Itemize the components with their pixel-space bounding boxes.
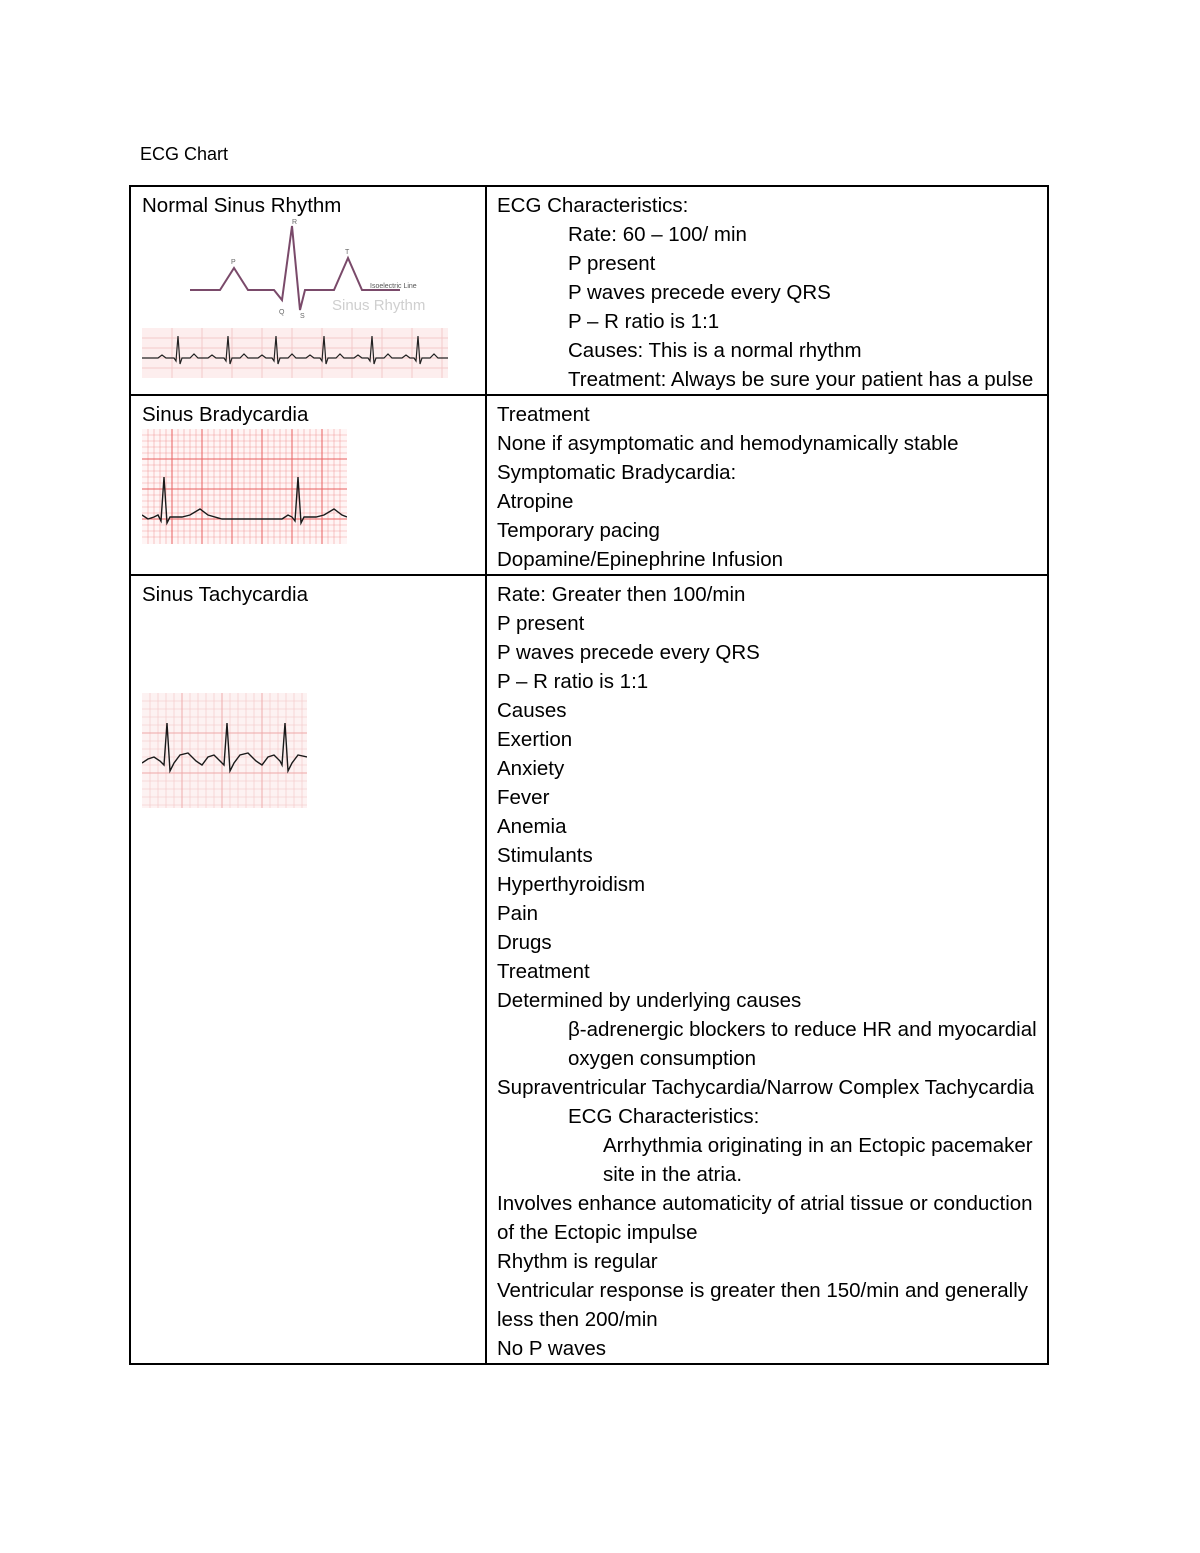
characteristics-line: No P waves <box>497 1337 607 1360</box>
characteristics-line: Drugs <box>497 931 552 954</box>
characteristics-line: None if asymptomatic and hemodynamically stable <box>497 432 959 455</box>
diagram-label-r: R <box>292 219 298 226</box>
characteristics-line: Rhythm is regular <box>497 1250 658 1273</box>
diagram-label-isoelectric: Isoelectric Line <box>370 283 417 290</box>
characteristics-line: Treatment <box>497 403 590 426</box>
rhythm-cell <box>130 575 486 1364</box>
rhythm-name: Normal Sinus Rhythm <box>142 194 342 217</box>
diagram-label-s: S <box>300 313 305 320</box>
ecg-chart-table <box>129 185 1049 1365</box>
characteristics-line: Exertion <box>497 728 573 751</box>
normal-sinus-rhythm-icon <box>142 218 452 378</box>
characteristics-line: Causes <box>497 699 567 722</box>
diagram-label-q: Q <box>279 309 285 316</box>
rhythm-name: Sinus Tachycardia <box>142 583 308 606</box>
characteristics-line: ECG Characteristics: <box>497 194 689 217</box>
document-title: ECG Chart <box>140 144 229 164</box>
diagram-label-t: T <box>345 249 350 256</box>
sinus-tachycardia-icon <box>142 693 307 808</box>
characteristics-line: Anxiety <box>497 757 565 780</box>
table-row-sinus-bradycardia <box>130 395 1048 575</box>
characteristics-line: Fever <box>497 786 550 809</box>
characteristics-line: P waves precede every QRS <box>568 281 831 304</box>
characteristics-line: Treatment <box>497 960 590 983</box>
characteristics-cell <box>486 575 1048 1364</box>
characteristics-line: Determined by underlying causes <box>497 989 802 1012</box>
characteristics-line: Rate: 60 – 100/ min <box>568 223 747 246</box>
rhythm-cell <box>130 186 486 395</box>
table-row-sinus-tachycardia <box>130 575 1048 1364</box>
characteristics-line: Involves enhance automaticity of atrial tissue or conduction of the Ectopic impulse <box>497 1192 1033 1244</box>
characteristics-line: Pain <box>497 902 539 925</box>
characteristics-line: Temporary pacing <box>497 519 660 542</box>
characteristics-line: P – R ratio is 1:1 <box>497 670 649 693</box>
characteristics-line: Arrhythmia originating in an Ectopic pacemaker site in the atria. <box>603 1134 1033 1186</box>
characteristics-line: P present <box>497 612 585 635</box>
characteristics-line: P present <box>568 252 656 275</box>
rhythm-cell <box>130 395 486 575</box>
rhythm-name: Sinus Bradycardia <box>142 403 309 426</box>
characteristics-line: ECG Characteristics: <box>568 1105 760 1128</box>
characteristics-line: Hyperthyroidism <box>497 873 646 896</box>
table-row-normal-sinus-rhythm <box>130 186 1048 395</box>
characteristics-cell <box>486 395 1048 575</box>
characteristics-line: Symptomatic Bradycardia: <box>497 461 737 484</box>
characteristics-line: Causes: This is a normal rhythm <box>568 339 862 362</box>
characteristics-line: Atropine <box>497 490 574 513</box>
characteristics-line: P – R ratio is 1:1 <box>568 310 720 333</box>
characteristics-line: P waves precede every QRS <box>497 641 760 664</box>
characteristics-cell <box>486 186 1048 395</box>
characteristics-line: Rate: Greater then 100/min <box>497 583 746 606</box>
sinus-bradycardia-icon <box>142 429 347 544</box>
characteristics-line: Supraventricular Tachycardia/Narrow Complex Tachycardia <box>497 1076 1035 1099</box>
characteristics-line: Treatment: Always be sure your patient has a pulse <box>568 368 1034 391</box>
characteristics-line: Stimulants <box>497 844 593 867</box>
diagram-label-p: P <box>231 259 236 266</box>
characteristics-line: Ventricular response is greater then 150/min and generally less then 200/min <box>497 1279 1029 1331</box>
characteristics-line: Anemia <box>497 815 567 838</box>
characteristics-line: Dopamine/Epinephrine Infusion <box>497 548 784 571</box>
characteristics-line: β-adrenergic blockers to reduce HR and myocardial oxygen consumption <box>568 1018 1037 1070</box>
diagram-watermark: Sinus Rhythm <box>332 297 426 314</box>
